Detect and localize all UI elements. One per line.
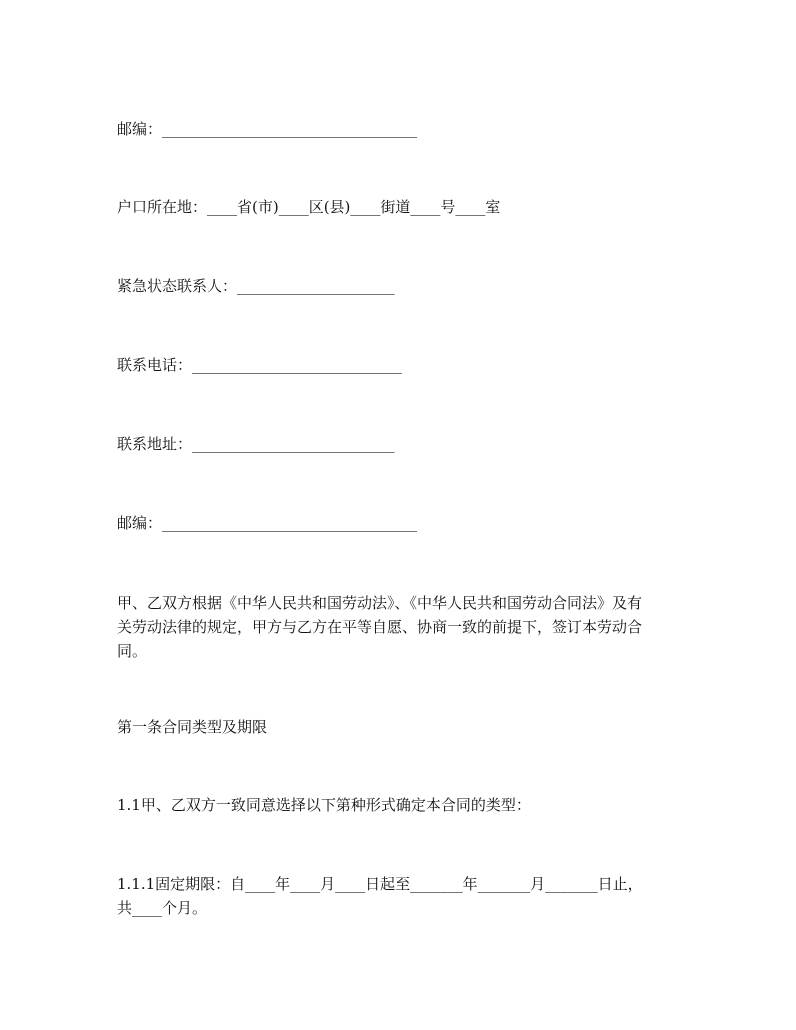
- household-registration-line: 户口所在地：____省(市)____区(县)____街道____号____室: [117, 198, 501, 216]
- emergency-contact-line: 紧急状态联系人：_____________________: [117, 277, 395, 295]
- article-title: 第一条合同类型及期限: [117, 718, 268, 736]
- intro-paragraph-line-3: 同。: [117, 642, 148, 660]
- postal-code-line-1: 邮编：__________________________________: [117, 120, 418, 138]
- intro-paragraph-line-2: 关劳动法律的规定，甲方与乙方在平等自愿、协商一致的前提下，签订本劳动合: [117, 618, 643, 636]
- contact-phone-line: 联系电话：____________________________: [117, 356, 403, 374]
- clause-1-1-1-line-2: 共____个月。: [117, 899, 208, 917]
- clause-1-1: 1.1甲、乙双方一致同意选择以下第种形式确定本合同的类型：: [117, 796, 531, 814]
- intro-paragraph: [117, 591, 692, 663]
- clause-1-1-1-line-1: 1.1.1固定期限：自____年____月____日起至_______年_______月_______日止，: [117, 875, 643, 893]
- intro-paragraph-line-1: 甲、乙双方根据《中华人民共和国劳动法》、《中华人民共和国劳动合同法》及有: [117, 594, 643, 612]
- postal-code-line-2: 邮编：__________________________________: [117, 514, 418, 532]
- clause-1-1-1: [117, 872, 692, 920]
- contact-address-line: 联系地址：___________________________: [117, 435, 395, 453]
